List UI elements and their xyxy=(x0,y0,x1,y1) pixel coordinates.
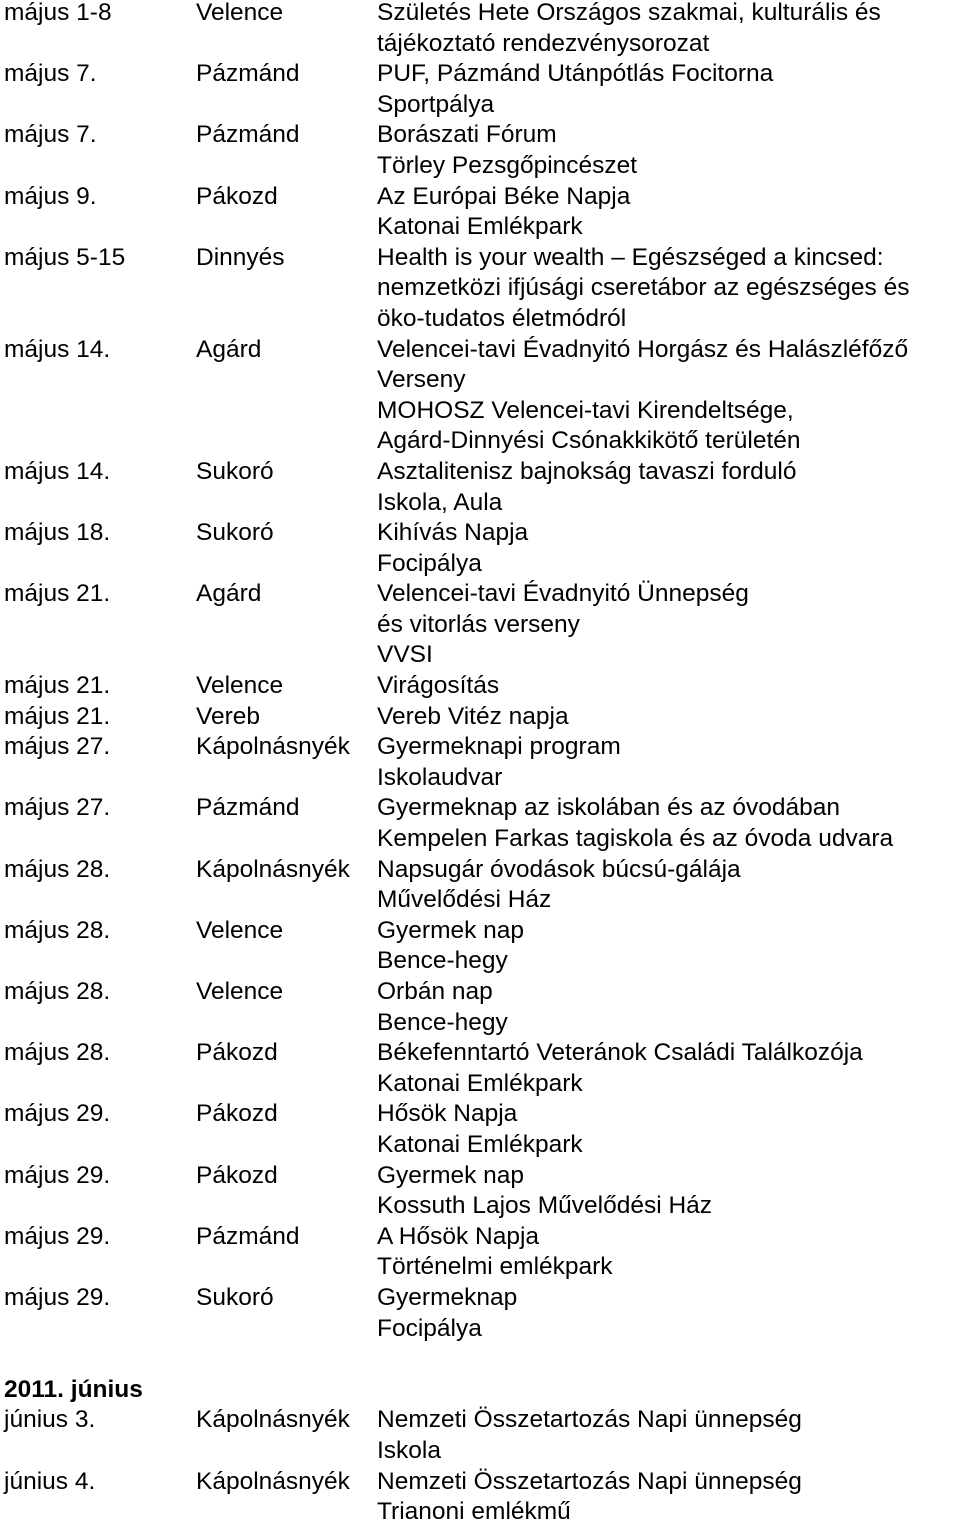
event-row xyxy=(0,977,960,1038)
event-line xyxy=(0,885,960,916)
event-place: Pákozd xyxy=(196,182,278,210)
event-date: május 18. xyxy=(4,519,111,547)
event-row xyxy=(0,916,960,977)
event-line xyxy=(0,120,960,151)
event-line xyxy=(0,273,960,304)
event-place: Pázmánd xyxy=(196,121,300,149)
event-title: Virágosítás xyxy=(377,672,500,700)
event-detail: Trianoni emlékmű xyxy=(377,1498,571,1526)
event-row xyxy=(0,1161,960,1222)
event-row xyxy=(0,59,960,120)
event-place: Pákozd xyxy=(196,1100,278,1128)
event-detail: Focipálya xyxy=(377,1314,482,1342)
event-date: május 9. xyxy=(4,182,97,210)
event-place: Velence xyxy=(196,916,284,944)
event-row xyxy=(0,120,960,181)
event-detail: Kempelen Farkas tagiskola és az óvoda udvara xyxy=(377,825,894,853)
event-date: május 29. xyxy=(4,1100,111,1128)
event-row xyxy=(0,1038,960,1099)
event-title: Békefenntartó Veteránok Családi Találkozója xyxy=(377,1039,863,1067)
event-line xyxy=(0,763,960,794)
event-date: május 29. xyxy=(4,1283,111,1311)
event-title: Velencei-tavi Évadnyitó Ünnepség xyxy=(377,580,749,608)
event-place: Pázmánd xyxy=(196,794,300,822)
event-detail: Bence-hegy xyxy=(377,947,508,975)
event-line xyxy=(0,1497,960,1528)
event-line xyxy=(0,304,960,335)
event-date: május 28. xyxy=(4,978,111,1005)
event-detail: Történelmi emlékpark xyxy=(377,1253,613,1281)
event-line xyxy=(0,365,960,396)
event-row xyxy=(0,1405,960,1466)
event-detail: MOHOSZ Velencei-tavi Kirendeltsége, xyxy=(377,396,794,424)
event-line xyxy=(0,488,960,519)
event-line xyxy=(0,1405,960,1436)
event-place: Sukoró xyxy=(196,457,274,485)
event-date: május 29. xyxy=(4,1222,111,1250)
event-place: Kápolnásnyék xyxy=(196,1406,350,1434)
event-date: május 28. xyxy=(4,916,111,944)
event-line xyxy=(0,1283,960,1314)
event-title: Hősök Napja xyxy=(377,1100,518,1128)
event-line xyxy=(0,702,960,733)
event-row xyxy=(0,457,960,518)
event-row xyxy=(0,671,960,702)
event-title: Napsugár óvodások búcsú-gálája xyxy=(377,855,741,883)
event-place: Sukoró xyxy=(196,1283,274,1311)
event-place: Kápolnásnyék xyxy=(196,855,350,883)
event-line xyxy=(0,212,960,243)
event-row xyxy=(0,579,960,671)
event-line xyxy=(0,579,960,610)
event-detail: öko-tudatos életmódról xyxy=(377,304,627,332)
event-line xyxy=(0,335,960,366)
event-place: Velence xyxy=(196,672,284,700)
event-date: május 27. xyxy=(4,794,111,822)
event-line xyxy=(0,946,960,977)
event-title: Health is your wealth – Egészséged a kincsed: xyxy=(377,243,884,271)
event-detail: Iskola, Aula xyxy=(377,488,503,516)
event-line xyxy=(0,793,960,824)
event-line xyxy=(0,610,960,641)
event-date: május 5-15 xyxy=(4,243,126,271)
event-date: június 4. xyxy=(4,1467,96,1495)
event-detail: Agárd-Dinnyési Csónakkikötő területén xyxy=(377,427,801,455)
event-title: Gyermeknapi program xyxy=(377,733,621,761)
event-line xyxy=(0,1436,960,1467)
event-line xyxy=(0,1161,960,1192)
event-line xyxy=(0,518,960,549)
event-date: május 7. xyxy=(4,60,97,88)
event-line xyxy=(0,1038,960,1069)
event-row xyxy=(0,1099,960,1160)
event-line xyxy=(0,1008,960,1039)
event-line xyxy=(0,426,960,457)
event-line xyxy=(0,90,960,121)
event-line xyxy=(0,1467,960,1498)
event-detail: Iskolaudvar xyxy=(377,763,503,791)
event-row xyxy=(0,793,960,854)
event-row xyxy=(0,855,960,916)
event-line xyxy=(0,1222,960,1253)
event-place: Kápolnásnyék xyxy=(196,733,350,761)
event-row xyxy=(0,0,960,59)
event-place: Pákozd xyxy=(196,1039,278,1067)
event-date: május 21. xyxy=(4,672,111,700)
event-date: május 14. xyxy=(4,457,111,485)
event-line xyxy=(0,732,960,763)
event-line xyxy=(0,1130,960,1161)
event-row xyxy=(0,1283,960,1344)
event-line xyxy=(0,1099,960,1130)
event-date: május 14. xyxy=(4,335,111,363)
event-line xyxy=(0,916,960,947)
event-title: A Hősök Napja xyxy=(377,1222,540,1250)
event-detail: Focipálya xyxy=(377,549,482,577)
event-title: Gyermeknap xyxy=(377,1283,518,1311)
event-date: május 1-8 xyxy=(4,0,112,26)
event-detail: Iskola xyxy=(377,1436,442,1464)
event-place: Agárd xyxy=(196,335,262,363)
event-title: Kihívás Napja xyxy=(377,519,529,547)
event-line xyxy=(0,1191,960,1222)
event-line xyxy=(0,151,960,182)
event-row xyxy=(0,243,960,335)
event-row xyxy=(0,1222,960,1283)
event-row xyxy=(0,732,960,793)
june-heading: 2011. június xyxy=(4,1375,143,1403)
event-date: május 27. xyxy=(4,733,111,761)
event-title: Születés Hete Országos szakmai, kulturális és xyxy=(377,0,881,26)
event-title: Orbán nap xyxy=(377,978,493,1005)
event-line xyxy=(0,1314,960,1345)
event-date: június 3. xyxy=(4,1406,96,1434)
event-place: Sukoró xyxy=(196,519,274,547)
event-title: Gyermek nap xyxy=(377,1161,525,1189)
event-detail: nemzetközi ifjúsági cseretábor az egészséges és xyxy=(377,274,910,302)
section-spacer xyxy=(0,1344,960,1375)
event-detail: Katonai Emlékpark xyxy=(377,1069,583,1097)
event-line xyxy=(0,640,960,671)
event-line xyxy=(0,396,960,427)
event-date: május 21. xyxy=(4,580,111,608)
event-title: Asztalitenisz bajnokság tavaszi forduló xyxy=(377,457,797,485)
event-line xyxy=(0,1252,960,1283)
event-date: május 29. xyxy=(4,1161,111,1189)
event-line xyxy=(0,457,960,488)
event-detail: VVSI xyxy=(377,641,433,669)
event-title: Gyermeknap az iskolában és az óvodában xyxy=(377,794,841,822)
event-date: május 28. xyxy=(4,855,111,883)
event-detail: Bence-hegy xyxy=(377,1008,508,1036)
event-line xyxy=(0,824,960,855)
event-detail: Kossuth Lajos Művelődési Ház xyxy=(377,1192,713,1220)
event-line xyxy=(0,977,960,1008)
event-place: Velence xyxy=(196,978,284,1005)
event-place: Pákozd xyxy=(196,1161,278,1189)
event-place: Pázmánd xyxy=(196,1222,300,1250)
event-line xyxy=(0,29,960,60)
event-line xyxy=(0,1069,960,1100)
event-date: május 28. xyxy=(4,1039,111,1067)
event-title: PUF, Pázmánd Utánpótlás Focitorna xyxy=(377,60,774,88)
event-date: május 7. xyxy=(4,121,97,149)
event-title: Gyermek nap xyxy=(377,916,525,944)
event-date: május 21. xyxy=(4,702,111,730)
event-line xyxy=(0,0,960,29)
event-row xyxy=(0,702,960,733)
event-detail: Verseny xyxy=(377,366,466,394)
event-detail: Művelődési Ház xyxy=(377,886,552,914)
event-detail: Sportpálya xyxy=(377,90,495,118)
event-detail: Törley Pezsgőpincészet xyxy=(377,151,638,179)
event-place: Dinnyés xyxy=(196,243,285,271)
event-title: Velencei-tavi Évadnyitó Horgász és Halászléfőző xyxy=(377,335,909,363)
event-place: Kápolnásnyék xyxy=(196,1467,350,1495)
event-row xyxy=(0,335,960,457)
event-title: Vereb Vitéz napja xyxy=(377,702,569,730)
event-title: Nemzeti Összetartozás Napi ünnepség xyxy=(377,1406,802,1434)
event-detail: tájékoztató rendezvénysorozat xyxy=(377,29,710,57)
event-line xyxy=(0,671,960,702)
event-place: Velence xyxy=(196,0,284,26)
event-place: Vereb xyxy=(196,702,261,730)
event-line xyxy=(0,549,960,580)
event-title: Borászati Fórum xyxy=(377,121,557,149)
event-title: Az Európai Béke Napja xyxy=(377,182,631,210)
event-place: Pázmánd xyxy=(196,60,300,88)
june-event-list xyxy=(0,1405,960,1527)
event-detail: és vitorlás verseny xyxy=(377,610,580,638)
event-row xyxy=(0,182,960,243)
event-detail: Katonai Emlékpark xyxy=(377,1130,583,1158)
event-place: Agárd xyxy=(196,580,262,608)
event-line xyxy=(0,59,960,90)
event-title: Nemzeti Összetartozás Napi ünnepség xyxy=(377,1467,802,1495)
event-detail: Katonai Emlékpark xyxy=(377,213,583,241)
event-row xyxy=(0,1467,960,1528)
event-line xyxy=(0,243,960,274)
event-line xyxy=(0,855,960,886)
event-line xyxy=(0,182,960,213)
event-row xyxy=(0,518,960,579)
